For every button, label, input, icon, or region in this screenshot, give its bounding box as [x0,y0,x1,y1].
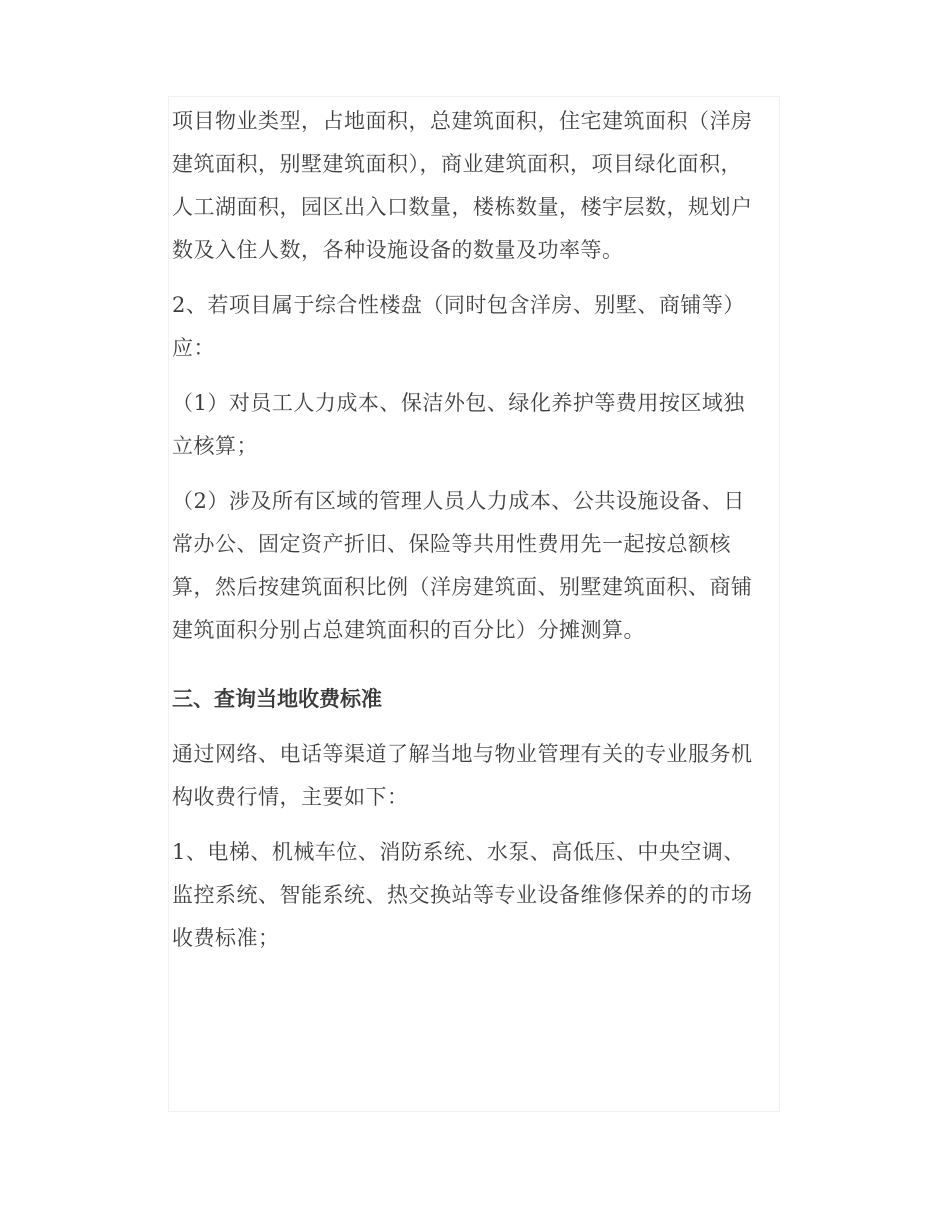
paragraph-project-info: 项目物业类型，占地面积，总建筑面积，住宅建筑面积（洋房建筑面积，别墅建筑面积），商业建筑面积，项目绿化面积，人工湖面积，园区出入口数量，楼栋数量，楼宇层数，规划户数及入住人数，各种设施设备的数量及功率等。 [172,109,753,262]
paragraph-item-1: （1）对员工人力成本、保洁外包、绿化养护等费用按区域独立核算； [172,391,745,458]
document-content [172,100,762,972]
paragraph-market-research: 通过网络、电话等渠道了解当地与物业管理有关的专业服务机构收费行情，主要如下： [172,742,753,809]
paragraph-item-2: （2）涉及所有区域的管理人员人力成本、公共设施设备、日常办公、固定资产折旧、保险等共用性费用先一起按总额核算，然后按建筑面积比例（洋房建筑面、别墅建筑面积、商铺建筑面积分别占总建筑面积的百分比）分摊测算。 [172,489,753,642]
paragraph-equipment-fees: 1、电梯、机械车位、消防系统、水泵、高低压、中央空调、监控系统、智能系统、热交换站等专业设备维修保养的的市场收费标准； [172,840,753,950]
section-heading: 三、查询当地收费标准 [172,687,382,711]
paragraph-mixed-project: 2、若项目属于综合性楼盘（同时包含洋房、别墅、商铺等）应： [172,293,745,360]
